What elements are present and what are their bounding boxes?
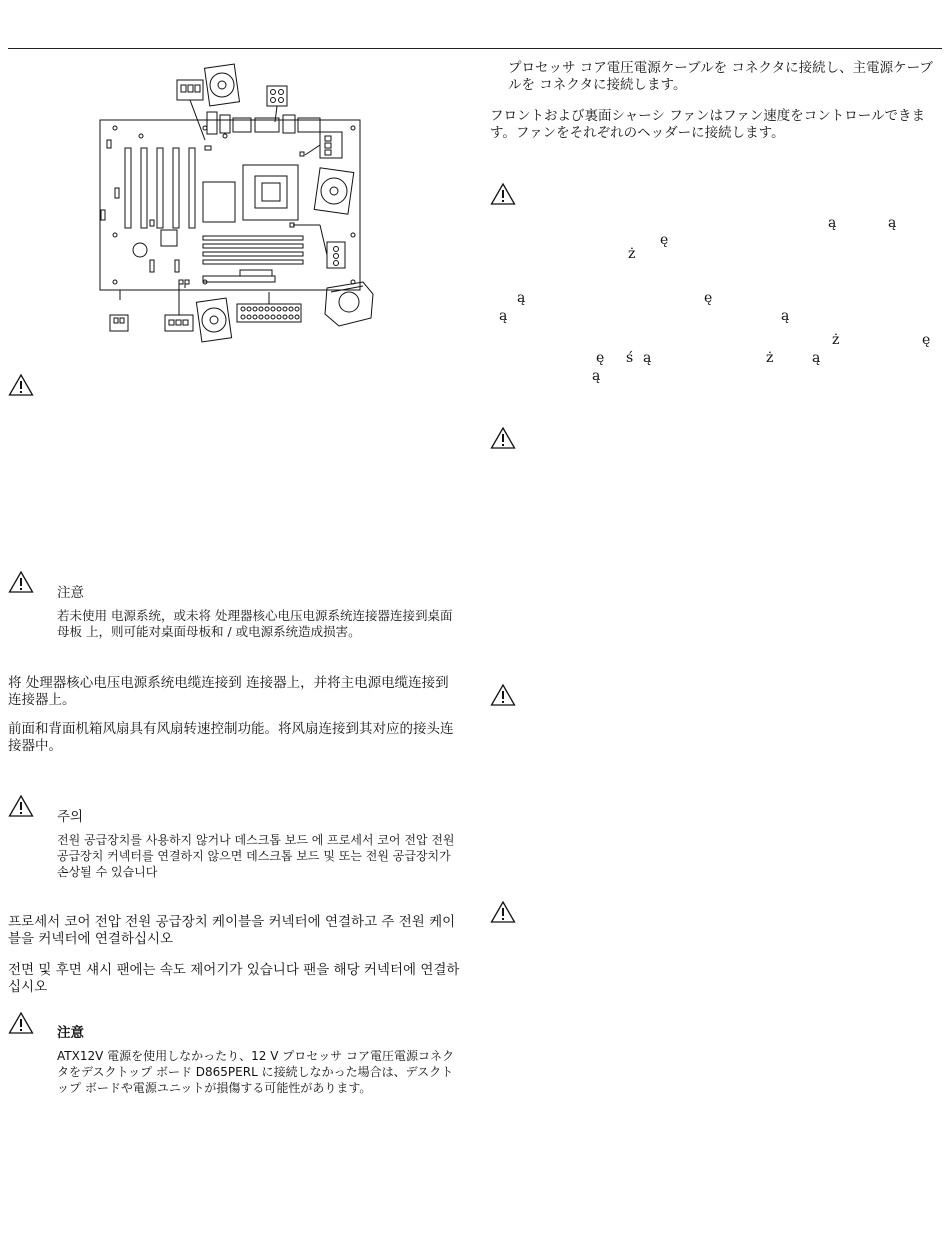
- polish-fragment: ą: [643, 350, 652, 366]
- polish-fragment: ą: [499, 308, 508, 324]
- caution-body-ko: 전원 공급장치를 사용하지 않거나 데스크톱 보드 에 프로세서 코어 전압 전원 공급장치 커넥터를 연결하지 않으면 데스크톱 보드 및 또는 전원 공급장치가 손상될 수 있습니다: [57, 833, 455, 879]
- polish-fragment: ą: [888, 215, 897, 231]
- polish-fragment: ś: [626, 350, 634, 366]
- polish-fragment: ą: [517, 290, 526, 306]
- warning-icon: [8, 794, 34, 818]
- fans-paragraph-zh: 前面和背面机箱风扇具有风扇转速控制功能。将风扇连接到其对应的接头连接器中。: [8, 721, 454, 754]
- caution-title-ja: 注意: [57, 1025, 84, 1041]
- warning-icon: [8, 373, 34, 397]
- fans-paragraph-ja: フロントおよび裏面シャーシ ファンはファン速度をコントロールできます。ファンをそれぞれのヘッダーに接続します。: [490, 108, 925, 141]
- polish-fragment: ż: [628, 246, 636, 262]
- caution-title-ko: 주의: [57, 809, 84, 825]
- polish-fragment: ą: [828, 215, 837, 231]
- warning-icon: [490, 426, 516, 450]
- polish-fragment: ę: [704, 290, 713, 306]
- polish-fragment: ą: [592, 368, 601, 384]
- polish-fragment: ą: [812, 350, 821, 366]
- connect-paragraph-ja: プロセッサ コア電圧電源ケーブルを コネクタに接続し、主電源ケーブルを コネクタに接続します。: [508, 60, 933, 93]
- polish-fragment: ę: [596, 350, 605, 366]
- warning-icon: [490, 182, 516, 206]
- polish-fragment: ż: [832, 332, 840, 348]
- motherboard-diagram: [95, 60, 385, 350]
- fans-paragraph-ko: 전면 및 후면 섀시 팬에는 속도 제어기가 있습니다 팬을 해당 커넥터에 연결하십시오: [8, 962, 460, 995]
- header-rule: [8, 48, 942, 49]
- caution-title-zh: 注意: [57, 585, 84, 601]
- warning-icon: [8, 1011, 34, 1035]
- connect-paragraph-zh: 将 处理器核心电压电源系统电缆连接到 连接器上，并将主电源电缆连接到 连接器上。: [8, 675, 449, 708]
- polish-fragment: ę: [922, 332, 931, 348]
- caution-body-zh: 若未使用 电源系统，或未将 处理器核心电压电源系统连接器连接到桌面母板 上，则可能对桌面母板和 / 或电源系统造成损害。: [57, 608, 453, 639]
- connect-paragraph-ko: 프로세서 코어 전압 전원 공급장치 케이블을 커넥터에 연결하고 주 전원 케이블을 커넥터에 연결하십시오: [8, 914, 456, 947]
- warning-icon: [8, 570, 34, 594]
- polish-fragment: ę: [660, 232, 669, 248]
- polish-fragment: ą: [781, 308, 790, 324]
- polish-fragment: ż: [766, 350, 774, 366]
- warning-icon: [490, 900, 516, 924]
- warning-icon: [490, 683, 516, 707]
- caution-body-ja: ATX12V 電源を使用しなかったり、12 V プロセッサ コア電圧電源コネクタをデスクトップ ボード D865PERL に接続しなかった場合は、デスクトップ ボードや電源ユニットが損傷する可能性があります。: [57, 1049, 455, 1095]
